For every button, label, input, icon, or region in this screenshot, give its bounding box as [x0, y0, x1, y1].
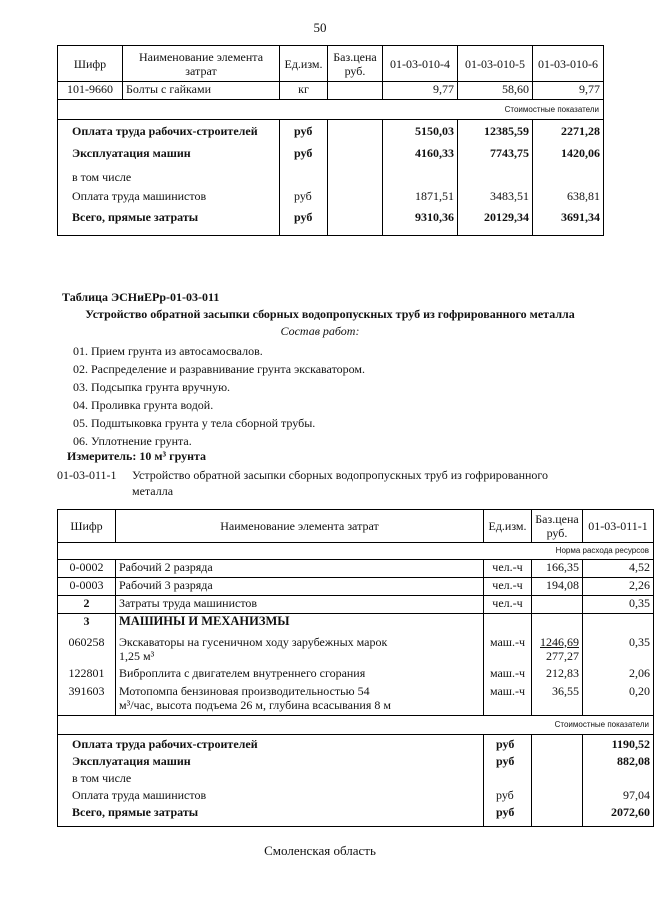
code-line-text-2: металла [132, 484, 174, 498]
row-name: Болты с гайками [123, 82, 280, 100]
code-line-code: 01-03-011-1 [57, 468, 117, 482]
row-value: 0,35 [583, 596, 654, 614]
cost-name: Оплата труда машинистов [58, 189, 280, 210]
list-item: 06. Уплотнение грунта. [73, 434, 192, 448]
header-unit: Ед.изм. [484, 510, 532, 543]
cost-value-6: 1420,06 [533, 146, 604, 167]
cost-row [58, 210, 604, 236]
cost-table-1 [57, 45, 604, 236]
header-col-4: 01-03-010-4 [383, 46, 458, 82]
header-col-1: 01-03-011-1 [583, 510, 654, 543]
meter-label: Измеритель: 10 м³ грунта [67, 449, 207, 463]
cost-value: 1190,52 [583, 735, 654, 754]
cost-name: в том числе [58, 771, 484, 788]
list-item: 01. Прием грунта из автосамосвалов. [73, 344, 263, 358]
row-price: 194,08 [532, 578, 583, 596]
row-code: 0-0003 [58, 578, 116, 596]
row-price: 212,83 [532, 666, 583, 684]
table-row [58, 560, 654, 578]
cost-value-4: 4160,33 [383, 146, 458, 167]
row-unit: кг [280, 82, 328, 100]
row-unit: маш.-ч [484, 666, 532, 684]
row-name-2: м³/час, высота подъема 26 м, глубина всасывания 8 м [119, 697, 391, 712]
header-code: Шифр [58, 46, 123, 82]
cost-value-6: 638,81 [533, 189, 604, 210]
norm-label: Норма расхода ресурсов [58, 543, 654, 560]
row-price: 1246,69 [540, 634, 579, 649]
row-name: Затраты труда машинистов [116, 596, 484, 614]
table1-header-row [58, 46, 604, 82]
row-value-6: 9,77 [533, 82, 604, 100]
row-name-cell [116, 684, 484, 716]
table-row [58, 684, 654, 716]
row-code: 2 [58, 596, 116, 614]
table-title: Таблица ЭСНиЕРр-01-03-011 [62, 290, 220, 304]
cost-name: Всего, прямые затраты [58, 805, 484, 827]
row-name-cell [116, 632, 484, 666]
row-value-5: 58,60 [458, 82, 533, 100]
cost-name: Оплата труда рабочих-строителей [58, 735, 484, 754]
row-value-4: 9,77 [383, 82, 458, 100]
row-code: 0-0002 [58, 560, 116, 578]
row-price [328, 82, 383, 100]
cost-name: Всего, прямые затраты [58, 210, 280, 236]
row-unit: чел.-ч [484, 560, 532, 578]
row-name-2: 1,25 м³ [119, 648, 155, 663]
footer-region: Смоленская область [264, 843, 376, 858]
cost-row [58, 754, 654, 771]
cost-value: 2072,60 [583, 805, 654, 827]
work-heading: Состав работ: [280, 324, 360, 338]
row-value: 0,35 [583, 632, 654, 666]
cost-name: Оплата труда рабочих-строителей [58, 120, 280, 146]
cost-row [58, 167, 604, 189]
cost-value-6: 2271,28 [533, 120, 604, 146]
row-price-cell [532, 632, 583, 666]
row-value: 4,52 [583, 560, 654, 578]
cost-row [58, 771, 654, 788]
row-value: 2,26 [583, 578, 654, 596]
cost-value-4: 1871,51 [383, 189, 458, 210]
cost-unit: руб [280, 189, 328, 210]
cost-value-4: 5150,03 [383, 120, 458, 146]
row-name: Рабочий 2 разряда [116, 560, 484, 578]
work-list [73, 342, 365, 450]
cost-value-5: 20129,34 [458, 210, 533, 236]
header-col-5: 01-03-010-5 [458, 46, 533, 82]
cost-row [58, 120, 604, 146]
cost-unit: руб [280, 146, 328, 167]
cost-value: 882,08 [583, 754, 654, 771]
table-row [58, 632, 654, 666]
cost-row [58, 788, 654, 805]
table-row [58, 614, 654, 632]
cost-value-5: 3483,51 [458, 189, 533, 210]
table-row [58, 666, 654, 684]
header-price: Баз.цена руб. [328, 46, 383, 82]
row-code: 101-9660 [58, 82, 123, 100]
norm-row [58, 543, 654, 560]
cost-unit: руб [280, 120, 328, 146]
section-label: Стоимостные показатели [58, 716, 654, 735]
row-price-2: 277,27 [546, 648, 579, 663]
table-row [58, 596, 654, 614]
row-value: 2,06 [583, 666, 654, 684]
cost-name: в том числе [58, 167, 280, 189]
resource-table [57, 509, 654, 827]
row-code: 391603 [58, 684, 116, 716]
cost-value-5: 12385,59 [458, 120, 533, 146]
row-name: Экскаваторы на гусеничном ходу зарубежных марок [119, 634, 388, 649]
header-name: Наименование элемента затрат [116, 510, 484, 543]
header-unit: Ед.изм. [280, 46, 328, 82]
cost-value-5: 7743,75 [458, 146, 533, 167]
row-unit: маш.-ч [484, 684, 532, 716]
header-name: Наименование элемента затрат [123, 46, 280, 82]
header-code: Шифр [58, 510, 116, 543]
cost-value: 97,04 [583, 788, 654, 805]
header-price: Баз.цена руб. [532, 510, 583, 543]
section-row [58, 100, 604, 120]
cost-unit: руб [484, 754, 532, 771]
cost-unit: руб [484, 788, 532, 805]
row-name: МАШИНЫ И МЕХАНИЗМЫ [116, 614, 484, 632]
row-code: 3 [58, 614, 116, 632]
cost-unit: руб [484, 805, 532, 827]
table-row [58, 82, 604, 100]
row-unit: чел.-ч [484, 578, 532, 596]
code-line-text: Устройство обратной засыпки сборных водопропускных труб из гофрированного [132, 468, 549, 482]
cost-name: Эксплуатация машин [58, 754, 484, 771]
section-row [58, 716, 654, 735]
list-item: 02. Распределение и разравнивание грунта экскаватором. [73, 362, 366, 376]
cost-name: Оплата труда машинистов [58, 788, 484, 805]
row-name: Виброплита с двигателем внутреннего сгорания [116, 666, 484, 684]
list-item: 03. Подсыпка грунта вручную. [73, 380, 231, 394]
table-row [58, 578, 654, 596]
row-code: 122801 [58, 666, 116, 684]
row-name: Рабочий 3 разряда [116, 578, 484, 596]
cost-unit: руб [484, 735, 532, 754]
row-code: 060258 [58, 632, 116, 666]
cost-row [58, 189, 604, 210]
cost-value-6: 3691,34 [533, 210, 604, 236]
row-value: 0,20 [583, 684, 654, 716]
header-col-6: 01-03-010-6 [533, 46, 604, 82]
row-unit: чел.-ч [484, 596, 532, 614]
table-subtitle: Устройство обратной засыпки сборных водопропускных труб из гофрированного металла [85, 307, 575, 321]
row-price [532, 596, 583, 614]
cost-unit: руб [280, 210, 328, 236]
cost-name: Эксплуатация машин [58, 146, 280, 167]
row-price: 166,35 [532, 560, 583, 578]
cost-row [58, 735, 654, 754]
row-price: 36,55 [532, 684, 583, 716]
page-number: 50 [313, 20, 327, 35]
list-item: 04. Проливка грунта водой. [73, 398, 214, 412]
cost-row [58, 146, 604, 167]
section-label: Стоимостные показатели [58, 100, 604, 120]
cost-row [58, 805, 654, 827]
table2-header-row [58, 510, 654, 543]
row-unit: маш.-ч [484, 632, 532, 666]
row-name: Мотопомпа бензиновая производительностью 54 [119, 683, 370, 698]
cost-value-4: 9310,36 [383, 210, 458, 236]
list-item: 05. Подштыковка грунта у тела сборной трубы. [73, 416, 316, 430]
